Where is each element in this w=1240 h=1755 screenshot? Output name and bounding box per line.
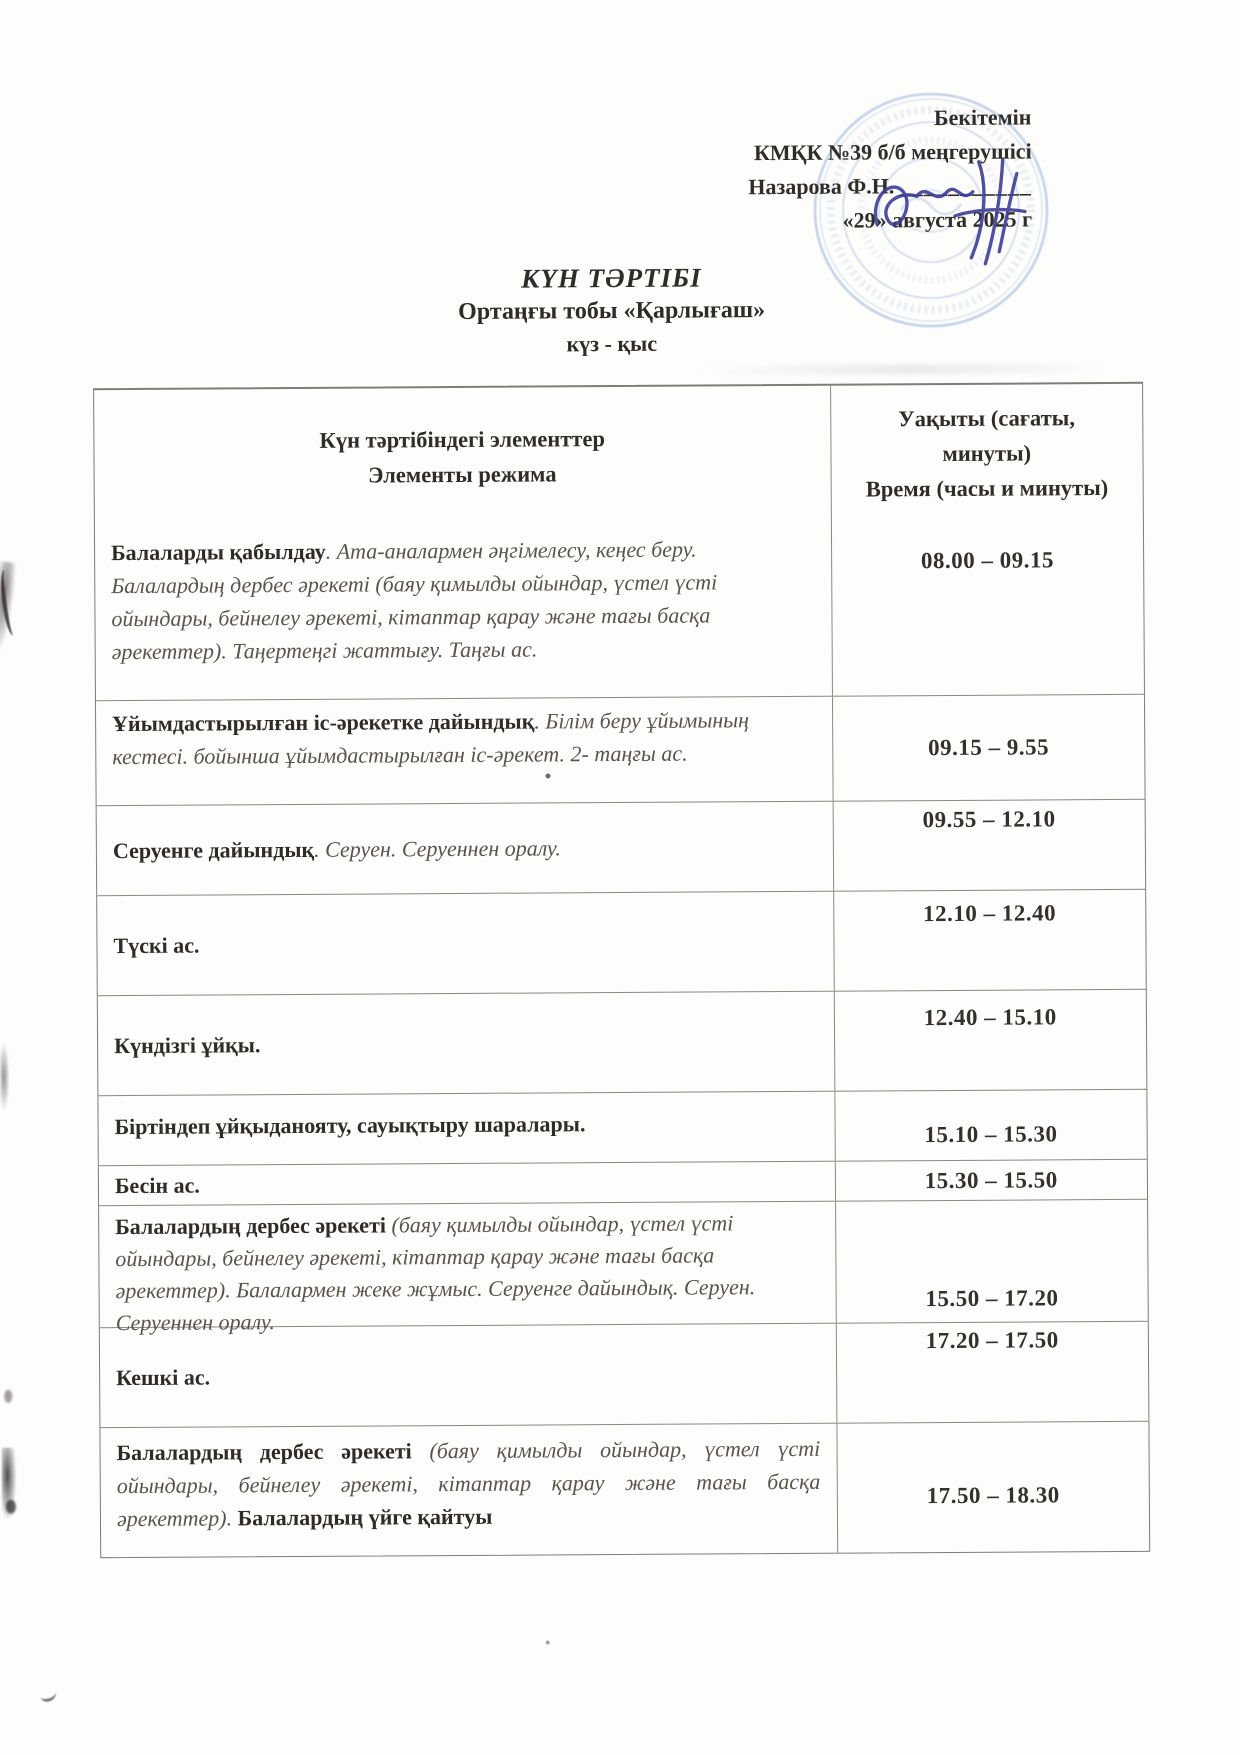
activity-segment: Балалардың үйге қайтуы (237, 1503, 493, 1531)
activity-segment: . Білім беру ұйымының кестесі. бойынша ұйымдастырылған іс-әрекет. 2- таңғы ас. (112, 707, 750, 770)
activity-text (111, 532, 815, 668)
time-range: 09.15 – 9.55 (928, 734, 1050, 761)
group-subtitle: Ортаңғы тобы «Қарлығаш» (458, 297, 766, 325)
activity-segment: . Ата-аналармен әңгімелесу, кеңес беру. Балалардың дербес әрекеті (баяу қимылды ойындар, үстел үсті ойындары, бейнелеу әрекеті, кітаптар қарау және тағы басқа әрекеттер). Таңертеңгі жаттығу. Таңғы ас. (111, 536, 718, 665)
table-row (97, 889, 1146, 995)
scan-smudge (0, 1044, 9, 1110)
table-row (100, 1321, 1149, 1427)
activity-segment: Балалардың дербес әрекеті (116, 1438, 412, 1466)
activity-segment: Ұйымдастырылған іс-әрекетке дайындық (112, 708, 535, 737)
table-header-row (94, 384, 1143, 527)
time-cell (832, 521, 1144, 696)
activity-text (115, 1169, 200, 1203)
time-cell (835, 1090, 1147, 1161)
time-range: 17.20 – 17.50 (925, 1327, 1059, 1354)
header-activity-line-ru: Элементы режима (368, 460, 557, 488)
scan-smudge (0, 569, 20, 636)
table-row (97, 799, 1146, 895)
activity-text (116, 1432, 820, 1535)
time-range: 15.10 – 15.30 (924, 1121, 1058, 1148)
time-range: 15.30 – 15.50 (924, 1166, 1058, 1193)
activity-segment: (баяу қимылды ойындар, үстел үсті ойындары, бейнелеу әрекеті, кітаптар қарау және тағы басқа әрекеттер). (116, 1435, 821, 1532)
time-cell (836, 1322, 1148, 1423)
activity-cell (99, 1162, 836, 1205)
activity-cell (98, 1092, 835, 1165)
scan-smudge (0, 561, 18, 652)
activity-segment: . Серуен. Серуеннен оралу. (314, 835, 561, 862)
schedule-table-body (95, 521, 1149, 1557)
activity-segment: Балалардың дербес әрекеті (115, 1212, 387, 1240)
table-row (100, 1421, 1149, 1557)
activity-text (113, 929, 199, 963)
table-row (95, 521, 1144, 700)
header-time-line-2: минуты) (942, 440, 1032, 467)
page-title: КҮН ТӘРТІБІ (520, 262, 702, 294)
time-cell (835, 1160, 1147, 1201)
activity-segment: Балаларды қабылдау (111, 538, 326, 566)
scan-smudge (4, 1390, 12, 1403)
time-cell (836, 1200, 1148, 1323)
scan-smudge (6, 1500, 16, 1514)
approval-line-signature: Назарова Ф.Н. ___________ (748, 172, 1032, 200)
activity-segment: Күндізгі ұйқы. (114, 1032, 261, 1059)
table-row (98, 1089, 1146, 1165)
scan-speck (39, 1686, 58, 1704)
header-time-line-3: Время (часы и минуты) (865, 475, 1109, 502)
activity-cell (97, 892, 834, 995)
activity-text (113, 831, 561, 867)
activity-cell (98, 992, 835, 1095)
time-cell (834, 890, 1146, 991)
time-range: 17.50 – 18.30 (926, 1481, 1060, 1508)
time-range: 09.55 – 12.10 (922, 806, 1056, 833)
table-row (96, 694, 1145, 805)
activity-segment: Түскі ас. (113, 932, 200, 959)
schedule-table (93, 382, 1150, 1558)
time-range: 12.40 – 15.10 (923, 1004, 1057, 1031)
activity-cell (96, 697, 833, 805)
activity-text (116, 1361, 210, 1395)
season-label: күз - қыс (566, 330, 658, 357)
approval-line-date: «29» августа 2025 г (842, 206, 1033, 233)
header-time-line-1: Уақыты (сағаты, (898, 405, 1075, 432)
time-range: 15.50 – 17.20 (925, 1285, 1059, 1312)
activity-segment: Біртіндеп ұйқыданояту, сауықтыру шаралары. (114, 1111, 586, 1140)
table-row (98, 989, 1147, 1095)
activity-cell (97, 802, 834, 895)
approval-line: КМҚК №39 б/б меңгерушісі (753, 138, 1032, 166)
header-activity-line-kz: Күн тәртібіндегі элементтер (319, 425, 605, 453)
activity-cell (100, 1324, 837, 1427)
activity-segment: Кешкі ас. (116, 1364, 211, 1391)
time-range: 08.00 – 09.15 (920, 547, 1055, 574)
activity-text (114, 1106, 818, 1143)
activity-segment: (баяу қимылды ойындар, үстел үсті ойындары, бейнелеу әрекеті, кітаптар қарау және тағы басқа әрекеттер). Балалармен жеке жұмыс. Серуенге дайындық. Серуен. Серуеннен оралу. (115, 1210, 756, 1336)
table-row (99, 1159, 1147, 1205)
activity-cell (100, 1424, 837, 1557)
activity-segment: Серуенге дайындық (112, 836, 315, 864)
activity-text (112, 703, 816, 773)
table-row (99, 1199, 1148, 1336)
activity-segment: Бесін ас. (114, 1172, 200, 1199)
header-activity-col (94, 386, 831, 527)
scan-streak (698, 363, 1118, 376)
time-cell (833, 800, 1145, 891)
time-cell (837, 1422, 1149, 1553)
header-time-col (831, 384, 1143, 523)
approval-line: Бекітемін (933, 104, 1032, 131)
time-cell (833, 695, 1145, 801)
time-cell (834, 990, 1146, 1091)
time-range: 12.10 – 12.40 (923, 900, 1057, 927)
activity-text (114, 1028, 261, 1062)
scan-speck (546, 1640, 550, 1644)
activity-text (115, 1207, 819, 1339)
activity-cell (95, 523, 833, 700)
activity-cell (99, 1202, 836, 1336)
handwritten-signature (855, 145, 1081, 281)
scan-smudge (2, 1448, 16, 1518)
